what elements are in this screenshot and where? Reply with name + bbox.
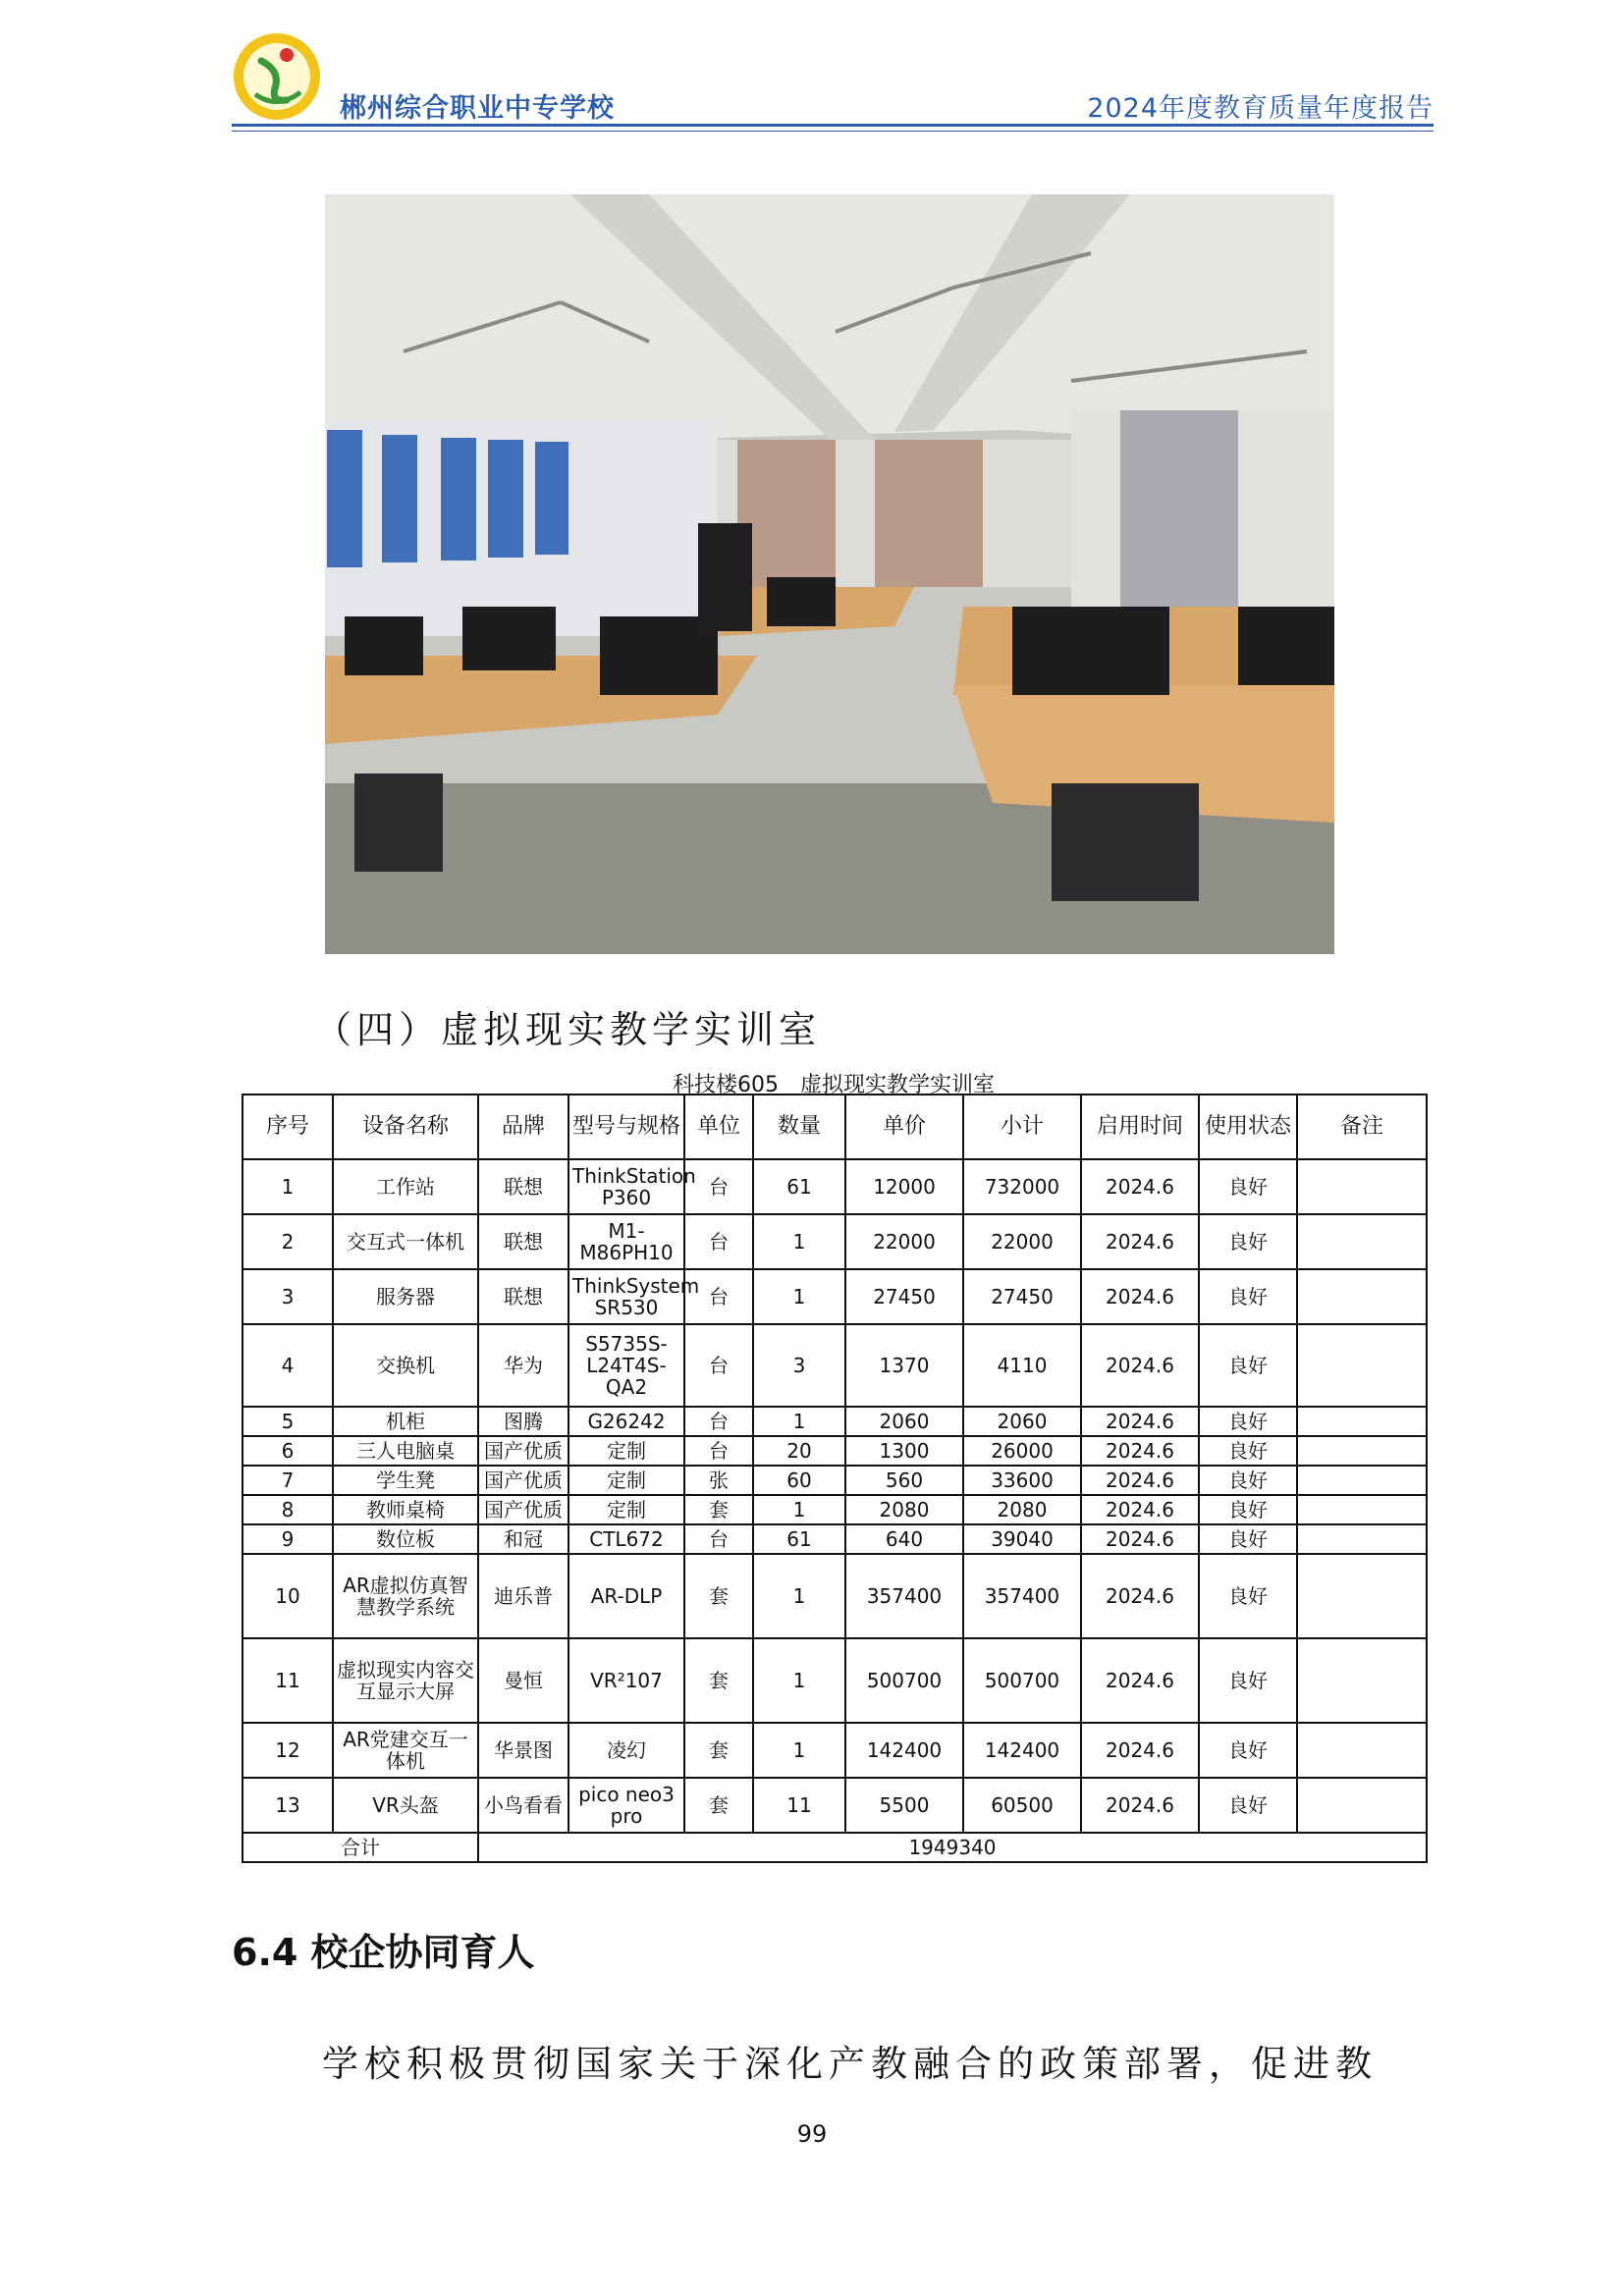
- table-cell: 定制: [568, 1466, 684, 1495]
- table-cell: 2024.6: [1081, 1159, 1199, 1214]
- table-cell: 2060: [963, 1407, 1081, 1436]
- table-row: [243, 1524, 1427, 1554]
- table-cell: 10: [243, 1554, 333, 1638]
- table-row: [243, 1159, 1427, 1214]
- table-cell: [1297, 1554, 1427, 1638]
- table-cell: 良好: [1199, 1495, 1297, 1524]
- table-cell: 27450: [963, 1269, 1081, 1324]
- table-cell: 台: [684, 1269, 753, 1324]
- column-header: 使用状态: [1199, 1095, 1297, 1159]
- table-cell: 11: [753, 1778, 845, 1833]
- table-cell: 良好: [1199, 1159, 1297, 1214]
- table-cell: 曼恒: [478, 1638, 568, 1723]
- table-cell: 500700: [963, 1638, 1081, 1723]
- table-cell: 3: [753, 1324, 845, 1407]
- section-heading: 6.4 校企协同育人: [232, 1931, 535, 1974]
- table-cell: 交换机: [333, 1324, 478, 1407]
- column-header: 设备名称: [333, 1095, 478, 1159]
- table-cell: M1-M86PH10: [568, 1214, 684, 1269]
- table-row: [243, 1554, 1427, 1638]
- table-cell: 良好: [1199, 1407, 1297, 1436]
- table-caption: 科技楼605 虚拟现实教学实训室: [673, 1073, 995, 1097]
- table-row: [243, 1214, 1427, 1269]
- table-cell: [1297, 1723, 1427, 1778]
- table-cell: 2024.6: [1081, 1214, 1199, 1269]
- table-cell: AR党建交互一体机: [333, 1723, 478, 1778]
- table-cell: 台: [684, 1159, 753, 1214]
- table-row: [243, 1324, 1427, 1407]
- table-cell: 凌幻: [568, 1723, 684, 1778]
- table-cell: 服务器: [333, 1269, 478, 1324]
- table-cell: 国产优质: [478, 1436, 568, 1466]
- table-cell: 学生凳: [333, 1466, 478, 1495]
- table-cell: 12: [243, 1723, 333, 1778]
- table-cell: [1297, 1159, 1427, 1214]
- table-row: [243, 1778, 1427, 1833]
- body-paragraph: 学校积极贯彻国家关于深化产教融合的政策部署，促进教: [322, 2043, 1378, 2085]
- table-cell: 良好: [1199, 1638, 1297, 1723]
- table-cell: 套: [684, 1723, 753, 1778]
- table-cell: pico neo3 pro: [568, 1778, 684, 1833]
- table-cell: 联想: [478, 1159, 568, 1214]
- table-cell: ThinkStation P360: [568, 1159, 684, 1214]
- table-cell: 数位板: [333, 1524, 478, 1554]
- table-cell: 1370: [845, 1324, 963, 1407]
- column-header: 序号: [243, 1095, 333, 1159]
- table-cell: 台: [684, 1407, 753, 1436]
- table-cell: 4: [243, 1324, 333, 1407]
- table-cell: 640: [845, 1524, 963, 1554]
- table-cell: 1300: [845, 1436, 963, 1466]
- table-cell: 套: [684, 1778, 753, 1833]
- table-cell: 1: [753, 1214, 845, 1269]
- table-cell: 6: [243, 1436, 333, 1466]
- table-cell: 12000: [845, 1159, 963, 1214]
- table-cell: 2024.6: [1081, 1436, 1199, 1466]
- table-cell: 套: [684, 1495, 753, 1524]
- table-cell: 2024.6: [1081, 1554, 1199, 1638]
- table-cell: 9: [243, 1524, 333, 1554]
- column-header: 单位: [684, 1095, 753, 1159]
- table-cell: [1297, 1269, 1427, 1324]
- table-cell: 2060: [845, 1407, 963, 1436]
- table-cell: 图腾: [478, 1407, 568, 1436]
- table-cell: 套: [684, 1554, 753, 1638]
- table-cell: 良好: [1199, 1723, 1297, 1778]
- column-header: 启用时间: [1081, 1095, 1199, 1159]
- table-cell: 2024.6: [1081, 1524, 1199, 1554]
- column-header: 品牌: [478, 1095, 568, 1159]
- table-cell: 良好: [1199, 1554, 1297, 1638]
- table-cell: 33600: [963, 1466, 1081, 1495]
- table-cell: 2024.6: [1081, 1778, 1199, 1833]
- table-cell: 1: [753, 1495, 845, 1524]
- column-header: 型号与规格: [568, 1095, 684, 1159]
- table-cell: 良好: [1199, 1524, 1297, 1554]
- equipment-table: [242, 1094, 1428, 1863]
- table-cell: 61: [753, 1159, 845, 1214]
- page-number: 99: [796, 2120, 828, 2148]
- table-cell: 1: [753, 1407, 845, 1436]
- table-cell: 台: [684, 1524, 753, 1554]
- table-cell: 交互式一体机: [333, 1214, 478, 1269]
- table-cell: 8: [243, 1495, 333, 1524]
- table-cell: 732000: [963, 1159, 1081, 1214]
- table-cell: 13: [243, 1778, 333, 1833]
- table-cell: CTL672: [568, 1524, 684, 1554]
- table-cell: 2024.6: [1081, 1466, 1199, 1495]
- table-cell: 2024.6: [1081, 1407, 1199, 1436]
- table-cell: 2080: [963, 1495, 1081, 1524]
- table-cell: 良好: [1199, 1466, 1297, 1495]
- table-cell: 联想: [478, 1214, 568, 1269]
- table-cell: 60: [753, 1466, 845, 1495]
- table-cell: 良好: [1199, 1436, 1297, 1466]
- table-cell: G26242: [568, 1407, 684, 1436]
- table-cell: 教师桌椅: [333, 1495, 478, 1524]
- column-header: 备注: [1297, 1095, 1427, 1159]
- table-header-row: [243, 1095, 1427, 1159]
- table-cell: S5735S-L24T4S-QA2: [568, 1324, 684, 1407]
- table-cell: 22000: [963, 1214, 1081, 1269]
- table-cell: 39040: [963, 1524, 1081, 1554]
- table-cell: 华景图: [478, 1723, 568, 1778]
- table-cell: 1: [753, 1554, 845, 1638]
- table-cell: 20: [753, 1436, 845, 1466]
- table-cell: VR头盔: [333, 1778, 478, 1833]
- table-cell: 1: [753, 1723, 845, 1778]
- table-total-row: [243, 1833, 1427, 1862]
- table-cell: 4110: [963, 1324, 1081, 1407]
- table-cell: [1297, 1778, 1427, 1833]
- table-cell: 国产优质: [478, 1495, 568, 1524]
- table-cell: 26000: [963, 1436, 1081, 1466]
- table-cell: 22000: [845, 1214, 963, 1269]
- table-row: [243, 1407, 1427, 1436]
- table-cell: ThinkSystem SR530: [568, 1269, 684, 1324]
- table-cell: [1297, 1407, 1427, 1436]
- table-row: [243, 1466, 1427, 1495]
- table-cell: 60500: [963, 1778, 1081, 1833]
- table-cell: 7: [243, 1466, 333, 1495]
- table-row: [243, 1495, 1427, 1524]
- table-cell: 142400: [963, 1723, 1081, 1778]
- table-cell: 357400: [845, 1554, 963, 1638]
- table-cell: 虚拟现实内容交互显示大屏: [333, 1638, 478, 1723]
- table-cell: 27450: [845, 1269, 963, 1324]
- table-cell: 2024.6: [1081, 1723, 1199, 1778]
- table-cell: 定制: [568, 1436, 684, 1466]
- section-subtitle: （四）虚拟现实教学实训室: [314, 1008, 822, 1051]
- table-cell: 良好: [1199, 1778, 1297, 1833]
- table-cell: 11: [243, 1638, 333, 1723]
- table-cell: 2024.6: [1081, 1269, 1199, 1324]
- table-cell: 5: [243, 1407, 333, 1436]
- table-cell: 1: [753, 1638, 845, 1723]
- table-cell: [1297, 1324, 1427, 1407]
- school-name: 郴州综合职业中专学校: [340, 93, 615, 124]
- table-cell: 张: [684, 1466, 753, 1495]
- table-cell: 国产优质: [478, 1466, 568, 1495]
- table-cell: 500700: [845, 1638, 963, 1723]
- table-cell: 定制: [568, 1495, 684, 1524]
- table-cell: 华为: [478, 1324, 568, 1407]
- table-cell: 台: [684, 1436, 753, 1466]
- table-cell: 联想: [478, 1269, 568, 1324]
- total-value: 1949340: [478, 1833, 1427, 1862]
- table-cell: 和冠: [478, 1524, 568, 1554]
- table-cell: 小鸟看看: [478, 1778, 568, 1833]
- table-cell: 迪乐普: [478, 1554, 568, 1638]
- table-cell: 1: [243, 1159, 333, 1214]
- header-rule-thin: [232, 131, 1434, 132]
- table-row: [243, 1638, 1427, 1723]
- column-header: 单价: [845, 1095, 963, 1159]
- table-cell: AR虚拟仿真智慧教学系统: [333, 1554, 478, 1638]
- table-cell: 61: [753, 1524, 845, 1554]
- table-cell: [1297, 1466, 1427, 1495]
- table-cell: 2024.6: [1081, 1324, 1199, 1407]
- table-cell: 机柜: [333, 1407, 478, 1436]
- table-cell: 3: [243, 1269, 333, 1324]
- total-label: 合计: [243, 1833, 478, 1862]
- classroom-photo: [325, 194, 1334, 954]
- table-cell: 2080: [845, 1495, 963, 1524]
- column-header: 小计: [963, 1095, 1081, 1159]
- table-cell: 台: [684, 1324, 753, 1407]
- table-cell: VR²107: [568, 1638, 684, 1723]
- table-row: [243, 1436, 1427, 1466]
- table-cell: 工作站: [333, 1159, 478, 1214]
- table-cell: [1297, 1495, 1427, 1524]
- table-cell: 142400: [845, 1723, 963, 1778]
- table-cell: 2: [243, 1214, 333, 1269]
- header-rule: [232, 124, 1434, 127]
- table-cell: AR-DLP: [568, 1554, 684, 1638]
- table-cell: 台: [684, 1214, 753, 1269]
- table-cell: 5500: [845, 1778, 963, 1833]
- table-cell: 良好: [1199, 1324, 1297, 1407]
- table-cell: 560: [845, 1466, 963, 1495]
- report-title: 2024年度教育质量年度报告: [1087, 93, 1434, 124]
- table-row: [243, 1723, 1427, 1778]
- table-body: [243, 1159, 1427, 1833]
- table-cell: 1: [753, 1269, 845, 1324]
- table-cell: 357400: [963, 1554, 1081, 1638]
- table-cell: [1297, 1524, 1427, 1554]
- table-cell: [1297, 1638, 1427, 1723]
- table-cell: 2024.6: [1081, 1495, 1199, 1524]
- table-cell: 良好: [1199, 1214, 1297, 1269]
- table-cell: [1297, 1214, 1427, 1269]
- table-cell: 套: [684, 1638, 753, 1723]
- table-cell: 良好: [1199, 1269, 1297, 1324]
- school-logo-icon: [232, 31, 322, 122]
- table-cell: 三人电脑桌: [333, 1436, 478, 1466]
- table-row: [243, 1269, 1427, 1324]
- table-cell: 2024.6: [1081, 1638, 1199, 1723]
- column-header: 数量: [753, 1095, 845, 1159]
- table-cell: [1297, 1436, 1427, 1466]
